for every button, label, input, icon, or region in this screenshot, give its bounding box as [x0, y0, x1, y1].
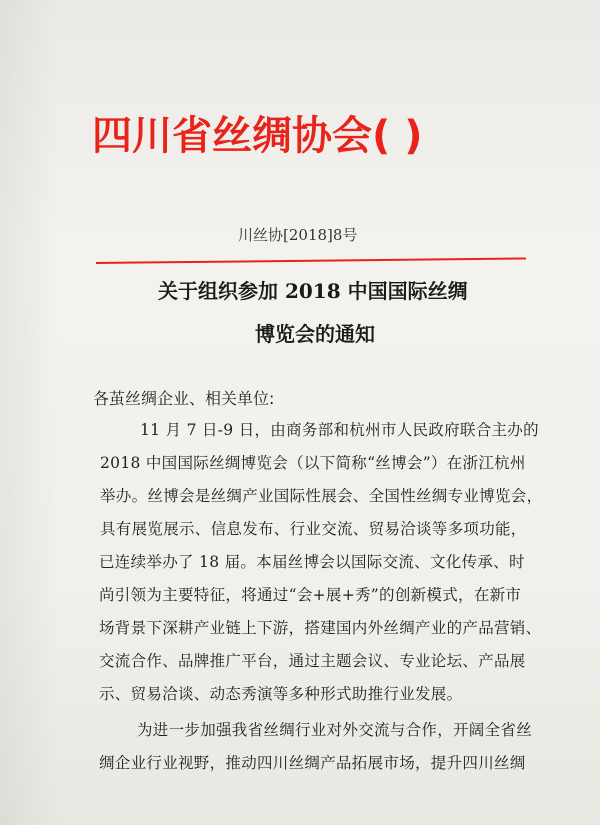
body-line: 交流合作、品牌推广平台，通过主题会议、专业论坛、产品展: [99, 652, 526, 670]
document-number: 川丝协[2018]8号: [238, 226, 358, 244]
page-shadow: [0, 0, 60, 825]
red-divider-line: [96, 257, 526, 264]
salutation: 各茧丝绸企业、相关单位:: [93, 389, 275, 408]
body-line: 绸企业行业视野，推动四川丝绸产品拓展市场，提升四川丝绸: [99, 754, 526, 772]
body-line: 尚引领为主要特征，将通过“会+展+秀”的创新模式，在新市: [99, 586, 522, 604]
notice-title-line-2: 博览会的通知: [255, 322, 375, 346]
body-line: 举办。丝博会是丝绸产业国际性展会、全国性丝绸专业博览会，: [100, 487, 543, 505]
org-header-title: 四川省丝绸协会( ): [92, 113, 423, 159]
notice-title-line-1: 关于组织参加 2018 中国国际丝绸: [158, 279, 468, 303]
body-line: 场背景下深耕产业链上下游，搭建国内外丝绸产业的产品营销、: [99, 619, 542, 637]
body-line: 已连续举办了 18 届。本届丝博会以国际交流、文化传承、时: [99, 553, 525, 571]
body-line: 2018 中国国际丝绸博览会（以下简称“丝博会”）在浙江杭州: [100, 454, 526, 472]
body-line: 具有展览展示、信息发布、行业交流、贸易洽谈等多项功能，: [100, 520, 527, 538]
body-line: 示、贸易洽谈、动态秀演等多种形式助推行业发展。: [99, 685, 463, 703]
body-line: 11 月 7 日-9 日，由商务部和杭州市人民政府联合主办的: [140, 421, 539, 439]
body-line: 为进一步加强我省丝绸行业对外交流与合作，开阔全省丝: [137, 721, 533, 739]
